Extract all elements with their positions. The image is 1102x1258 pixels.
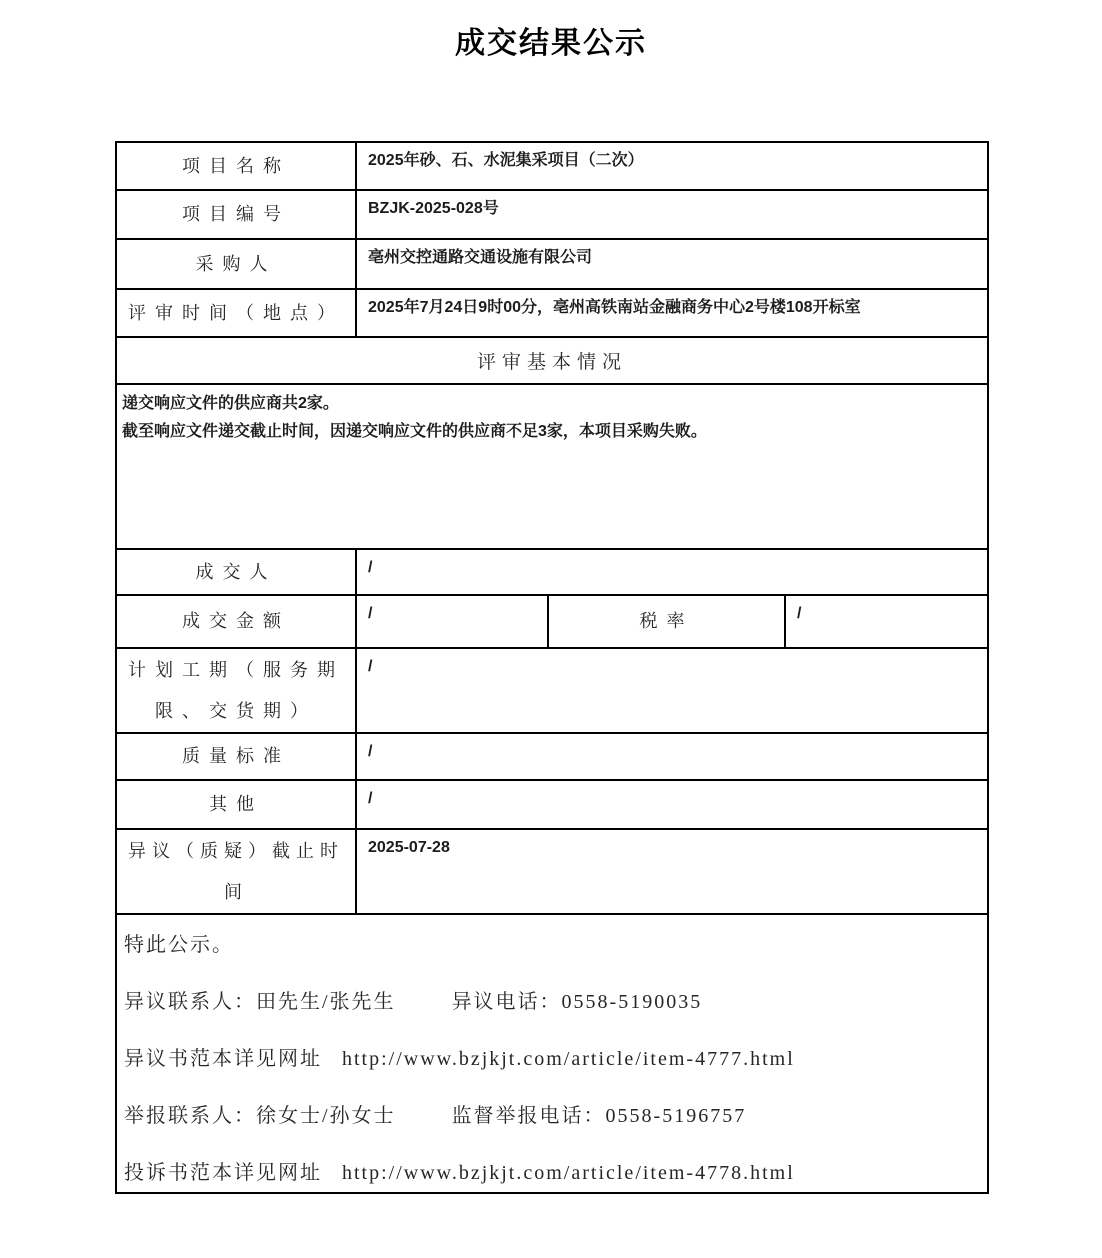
- amount-value: /: [356, 595, 548, 648]
- announcement-table: [115, 141, 989, 1194]
- objection-url-label: 异议书范本详见网址: [124, 1048, 322, 1070]
- footer-cell: [116, 914, 988, 1193]
- quality-standard-label: 质量标准: [116, 733, 356, 780]
- footer-objection-contact-line: [124, 990, 977, 1015]
- table-row: [116, 289, 988, 337]
- purchaser-value: 亳州交控通路交通设施有限公司: [356, 239, 988, 289]
- review-time-value: 2025年7月24日9时00分，亳州高铁南站金融商务中心2号楼108开标室: [356, 289, 988, 337]
- review-section-header: 评审基本情况: [116, 337, 988, 384]
- winner-value: /: [356, 549, 988, 595]
- page-title: 成交结果公示: [455, 27, 647, 60]
- duration-label: 计划工期（服务期限、交货期）: [116, 648, 356, 733]
- other-label: 其他: [116, 780, 356, 829]
- objection-url: http://www.bzjkjt.com/article/item-4777.html: [342, 1048, 795, 1070]
- objection-deadline-value: 2025-07-28: [356, 829, 988, 914]
- document-page: [0, 26, 1102, 1258]
- review-summary-cell: [116, 384, 988, 549]
- table-row: [116, 829, 988, 914]
- project-number-value: BZJK-2025-028号: [356, 190, 988, 239]
- table-row: [116, 190, 988, 239]
- tax-rate-value: /: [785, 595, 988, 648]
- footer-report-contact-line: [124, 1104, 977, 1129]
- footer-objection-url-line: [124, 1047, 977, 1072]
- amount-label: 成交金额: [116, 595, 356, 648]
- table-row: [116, 595, 988, 648]
- table-row: [116, 384, 988, 549]
- quality-standard-value: /: [356, 733, 988, 780]
- project-name-value: 2025年砂、石、水泥集采项目（二次）: [356, 142, 988, 190]
- review-line-1: 递交响应文件的供应商共2家。: [122, 395, 339, 412]
- objection-deadline-label: 异议（质疑）截止时间: [116, 829, 356, 914]
- table-row: [116, 648, 988, 733]
- objection-contact-names: 异议联系人：田先生/张先生: [124, 991, 396, 1013]
- objection-phone: 异议电话：0558-5190035: [451, 991, 703, 1013]
- winner-label: 成交人: [116, 549, 356, 595]
- project-name-label: 项目名称: [116, 142, 356, 190]
- report-phone: 监督举报电话：0558-5196757: [451, 1105, 747, 1127]
- table-row: [116, 733, 988, 780]
- footer-notice: 特此公示。: [124, 934, 234, 956]
- complaint-url-label: 投诉书范本详见网址: [124, 1162, 322, 1184]
- table-row: [116, 142, 988, 190]
- purchaser-label: 采购人: [116, 239, 356, 289]
- table-row: [116, 914, 988, 1193]
- table-row: [116, 337, 988, 384]
- table-row: [116, 780, 988, 829]
- review-time-label: 评审时间（地点）: [116, 289, 356, 337]
- review-line-2: 截至响应文件递交截止时间，因递交响应文件的供应商不足3家，本项目采购失败。: [122, 423, 707, 440]
- table-row: [116, 549, 988, 595]
- tax-rate-label: 税率: [548, 595, 785, 648]
- footer-complaint-url-line: [124, 1161, 977, 1186]
- project-number-label: 项目编号: [116, 190, 356, 239]
- report-contact-names: 举报联系人：徐女士/孙女士: [124, 1105, 396, 1127]
- other-value: /: [356, 780, 988, 829]
- complaint-url: http://www.bzjkjt.com/article/item-4778.html: [342, 1162, 795, 1184]
- duration-value: /: [356, 648, 988, 733]
- table-row: [116, 239, 988, 289]
